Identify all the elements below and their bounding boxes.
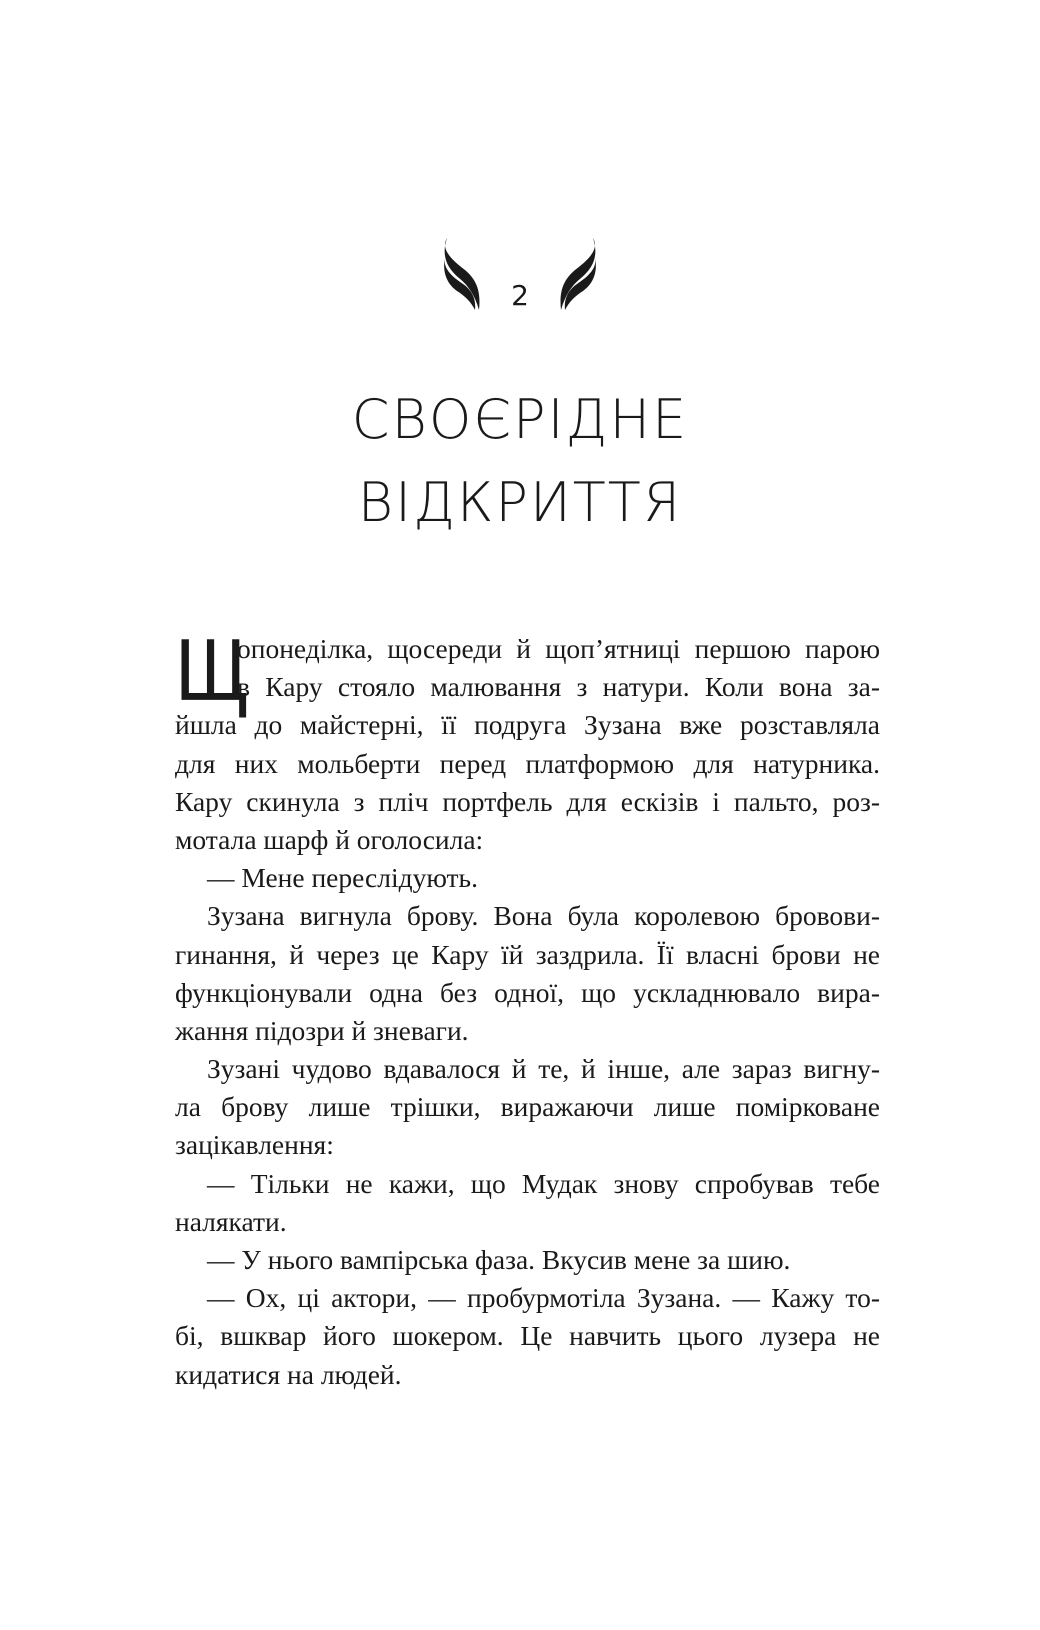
text-line: жання підозри й зневаги. [175, 1014, 469, 1046]
drop-cap: Щ [175, 620, 250, 719]
text-line: Зузана вигнула брову. Вона була королевою бровови- [207, 900, 880, 932]
chapter-title-line-1: СВОЄРІДНЕ [351, 388, 689, 451]
text-line: — Ох, ці актори, — пробурмотіла Зузана. — Кажу то- [207, 1282, 880, 1314]
text-line: зацікавлення: [175, 1129, 334, 1161]
text-line: бі, вшквар його шокером. Це навчить цього лузера не [175, 1320, 880, 1352]
text-line: — Мене переслідують. [207, 862, 478, 894]
text-line: мотала шарф й оголосила: [175, 823, 484, 855]
flourish-right-icon [551, 236, 597, 312]
text-line: функціонували одна без одної, що ускладнювало вира- [175, 976, 880, 1008]
text-line: опонеділка, щосереди й щоп’ятниці першою парою [237, 633, 880, 664]
chapter-heading-ornament [0, 232, 1040, 312]
chapter-body-text [175, 620, 880, 1394]
chapter-number: 2 [511, 279, 529, 312]
text-line: йшла до майстерні, її подруга Зузана вже розставляла [175, 709, 880, 741]
chapter-title-line-2: ВІДКРИТТЯ [357, 471, 683, 534]
text-line: для них мольберти перед платформою для натурника. [175, 747, 880, 779]
text-line: налякати. [175, 1205, 287, 1237]
text-line: — Тільки не кажи, що Мудак знову спробував тебе [207, 1167, 880, 1199]
flourish-left-icon [443, 236, 489, 312]
text-line: Кару скинула з пліч портфель для ескізів і пальто, роз- [175, 785, 880, 817]
text-line: Зузані чудово вдавалося й те, й інше, але зараз вигну- [207, 1053, 880, 1085]
text-line: гинання, й через це Кару їй заздрила. Її власні брови не [175, 938, 880, 970]
chapter-title [0, 378, 1040, 544]
text-line: ла брову лише трішки, виражаючи лише помірковане [175, 1091, 880, 1123]
text-line: в Кару стояло малювання з натури. Коли вона за- [237, 671, 880, 703]
text-line: — У нього вампірська фаза. Вкусив мене за шию. [207, 1244, 791, 1275]
text-line: кидатися на людей. [175, 1358, 402, 1390]
